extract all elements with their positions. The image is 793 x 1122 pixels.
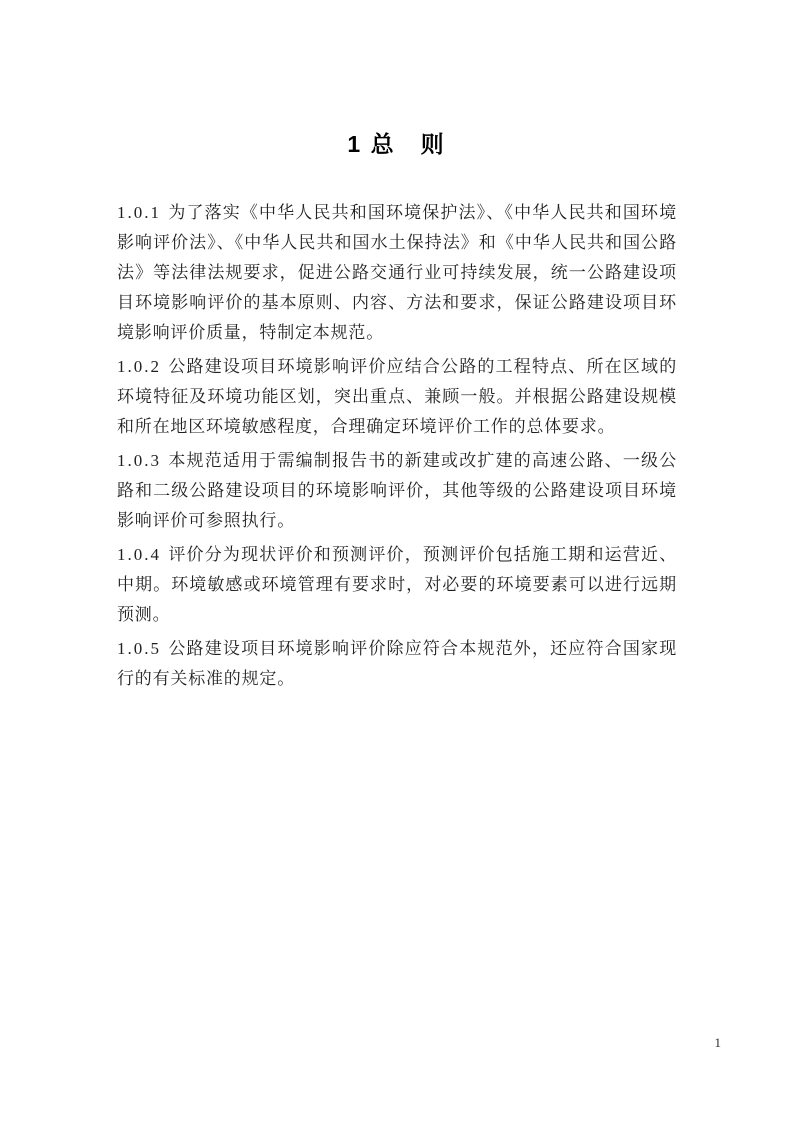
clause-text: 评价分为现状评价和预测评价，预测评价包括施工期和运营近、中期。环境敏感或环境管理有要求时，对必要的环境要素可以进行远期预测。 — [117, 545, 677, 624]
clause-number: 1.0.4 — [117, 545, 161, 564]
clause-number: 1.0.1 — [117, 203, 161, 222]
document-body — [117, 198, 677, 698]
clause-text: 为了落实《中华人民共和国环境保护法》、《中华人民共和国环境影响评价法》、《中华人民共和国水土保持法》和《中华人民共和国公路法》等法律法规要求，促进公路交通行业可持续发展，统一公路建设项目环境影响评价的基本原则、内容、方法和要求，保证公路建设项目环境影响评价质量，特制定本规范。 — [117, 203, 677, 342]
clause-number: 1.0.5 — [117, 639, 161, 658]
chapter-title: 1 总 则 — [347, 131, 446, 157]
clause-number: 1.0.2 — [117, 357, 161, 376]
clause-text: 公路建设项目环境影响评价应结合公路的工程特点、所在区域的环境特征及环境功能区划，突出重点、兼顾一般。并根据公路建设规模和所在地区环境敏感程度，合理确定环境评价工作的总体要求。 — [117, 357, 677, 436]
page-number: 1 — [714, 1035, 721, 1050]
paragraph-1-0-1 — [117, 198, 677, 348]
paragraph-1-0-2 — [117, 352, 677, 442]
clause-text: 本规范适用于需编制报告书的新建或改扩建的高速公路、一级公路和二级公路建设项目的环境影响评价，其他等级的公路建设项目环境影响评价可参照执行。 — [117, 451, 677, 530]
paragraph-1-0-3 — [117, 446, 677, 536]
paragraph-1-0-5 — [117, 634, 677, 694]
clause-number: 1.0.3 — [117, 451, 161, 470]
clause-text: 公路建设项目环境影响评价除应符合本规范外，还应符合国家现行的有关标准的规定。 — [117, 639, 677, 688]
paragraph-1-0-4 — [117, 540, 677, 630]
